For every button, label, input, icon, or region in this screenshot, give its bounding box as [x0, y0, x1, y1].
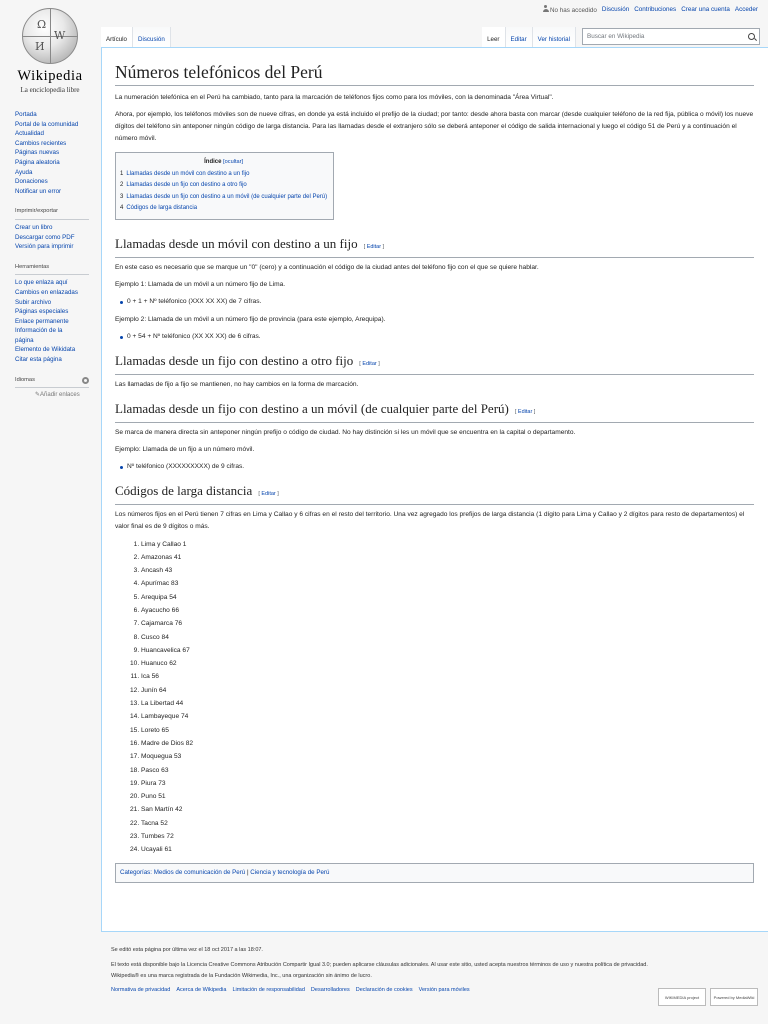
wikimedia-badge[interactable]: WIKIMEDIA project [658, 988, 706, 1006]
list-item: 13. La Libertad 44 [141, 697, 754, 710]
section-heading: Llamadas desde un móvil con destino a un fijo [ Editar ] [115, 236, 754, 258]
list-item: 0 + 54 + Nº teléfonico (XX XX XX) de 6 cifras. [127, 331, 754, 343]
footer-badges [658, 988, 758, 1006]
list-item: 8. Cusco 84 [141, 631, 754, 644]
portal-heading-languages: Idiomas [15, 376, 89, 389]
sidebar-nav [15, 110, 100, 196]
list-item: 11. Ica 56 [141, 670, 754, 683]
add-links-link[interactable]: ✎Añadir enlaces [35, 392, 80, 399]
category-link[interactable]: Medios de comunicación de Perú [153, 868, 246, 876]
paragraph: Los números fijos en el Perú tienen 7 cifras en Lima y Callao y 6 cifras en el resto del territorio. Una vez agregado los prefijos de larga distancia (1 dígito para Lima y Callao y 2 dígitos para resto de departamentos) el valor final es de 9 dígitos o más. [115, 510, 745, 530]
edit-section-link[interactable]: [ Editar ] [359, 360, 380, 367]
edit-section-link[interactable]: [ Editar ] [258, 490, 279, 497]
sidebar-item[interactable]: Donaciones [15, 178, 48, 186]
sidebar-item[interactable]: Ayuda [15, 168, 33, 176]
intro-paragraph-1: La numeración telefónica en el Perú ha cambiado, tanto para la marcación de teléfonos fijos como para los móviles, con la denominada "Área Virtual". [115, 94, 554, 101]
bullet-list [115, 296, 754, 308]
sidebar-item[interactable]: Enlace permanente [15, 317, 69, 325]
sidebar-item[interactable]: Información de la página [15, 327, 63, 344]
last-edit-info: Se editó esta página por última vez el 18 oct 2017 a las 18:07. [111, 947, 263, 953]
namespace-tabs [101, 27, 171, 47]
sidebar-item[interactable]: Versión para imprimir [15, 243, 74, 251]
footer-link[interactable]: Acerca de Wikipedia [176, 987, 227, 993]
list-item: 2. Amazonas 41 [141, 551, 754, 564]
page-title: Números telefónicos del Perú [115, 62, 754, 86]
toc-item[interactable]: 2 Llamadas desde un fijo con destino a otro fijo [120, 182, 247, 188]
category-link[interactable]: Ciencia y tecnología de Perú [250, 868, 330, 876]
list-item: 24. Ucayali 61 [141, 843, 754, 856]
tab-read[interactable]: Leer [482, 27, 505, 47]
toc-title: Índice [ocultar] [204, 159, 244, 165]
sidebar-item[interactable]: Portal de la comunidad [15, 120, 79, 128]
edit-section-link[interactable]: [ Editar ] [514, 408, 536, 415]
list-item: 14. Lambayeque 74 [141, 710, 754, 723]
list-item: Nº teléfonico (XXXXXXXXX) de 9 cifras. [127, 461, 754, 473]
sidebar-item[interactable]: Páginas especiales [15, 308, 69, 316]
list-item: 3. Ancash 43 [141, 564, 754, 577]
list-item: 23. Tumbes 72 [141, 830, 754, 843]
intro-paragraph-2: Ahora, por ejemplo, los teléfonos móviles son de nueve cifras, en donde ya está incluido el prefijo de la ciudad; por tanto: desde ahora basta con marcar (desde cualquier teléfono de la red fija, pública o móvil) los nueve dígitos del teléfono sin anteponer ningún código de larga distancia. Para las llamadas desde el extranjero sólo se deberá anteponer el código de salida internacional y luego el código 51 de Perú y a continuación el número móvil. [115, 111, 754, 142]
list-item: 7. Cajamarca 76 [141, 617, 754, 630]
search-input[interactable] [582, 28, 760, 45]
list-item: 16. Madre de Dios 82 [141, 737, 754, 750]
tagline: La enciclopedia libre [20, 86, 80, 94]
list-item: 19. Piura 73 [141, 777, 754, 790]
sidebar [0, 110, 100, 401]
sidebar-item[interactable]: Páginas nuevas [15, 149, 60, 157]
sidebar-item[interactable]: Notificar un error [15, 187, 62, 195]
footer-link[interactable]: Normativa de privacidad [111, 987, 171, 993]
section-heading: Llamadas desde un fijo con destino a un móvil (de cualquier parte del Perú) [ Editar ] [115, 401, 754, 423]
search-placeholder: Buscar en Wikipedia [587, 33, 645, 40]
list-item: 12. Junín 64 [141, 684, 754, 697]
paragraph: Ejemplo: Llamada de un fijo a un número móvil. [115, 445, 255, 453]
paragraph: En este caso es necesario que se marque un "0" (cero) y a continuación el código de la ciudad antes del teléfono fijo con el que se quiere hablar. [115, 263, 539, 271]
section-heading: Códigos de larga distancia [ Editar ] [115, 483, 754, 505]
license-info: El texto está disponible bajo la Licencia Creative Commons Atribución Compartir Igual 3.0; pueden aplicarse cláusulas adicionales. Al usar este sitio, usted acepta nuestros términos de uso y nuestra política de privacidad. [111, 962, 648, 968]
sidebar-item[interactable]: Elemento de Wikidata [15, 346, 76, 354]
list-item: 5. Arequipa 54 [141, 591, 754, 604]
section-heading: Llamadas desde un fijo con destino a otro fijo [ Editar ] [115, 353, 754, 375]
footer-link[interactable]: Limitación de responsabilidad [232, 987, 305, 993]
sidebar-item[interactable]: Citar esta página [15, 356, 62, 364]
toc-toggle[interactable]: [ocultar] [223, 159, 244, 165]
wikipedia-logo[interactable] [0, 0, 100, 100]
tab-history[interactable]: Ver historial [533, 27, 576, 47]
list-item: 18. Pasco 63 [141, 764, 754, 777]
sidebar-item[interactable]: Subir archivo [15, 298, 52, 306]
categories-label[interactable]: Categorías: [120, 868, 152, 876]
trademark-info: Wikipedia® es una marca registrada de la Fundación Wikimedia, Inc., una organización sin ánimo de lucro. [111, 973, 372, 979]
list-item: 1. Lima y Callao 1 [141, 538, 754, 551]
footer-link[interactable]: Declaración de cookies [355, 987, 413, 993]
tab-talk[interactable]: Discusión [133, 27, 171, 47]
sidebar-item[interactable]: Actualidad [15, 130, 44, 138]
personal-tools [543, 5, 758, 14]
sidebar-item[interactable]: Cambios recientes [15, 139, 67, 147]
sidebar-item[interactable]: Portada [15, 111, 37, 118]
content [101, 47, 768, 932]
sidebar-item[interactable]: Crear un libro [15, 223, 53, 231]
sidebar-item[interactable]: Cambios en enlazadas [15, 288, 78, 296]
list-item: 10. Huanuco 62 [141, 657, 754, 670]
toc-item[interactable]: 3 Llamadas desde un fijo con destino a un móvil (de cualquier parte del Perú) [120, 193, 328, 200]
tab-edit[interactable]: Editar [506, 27, 533, 47]
sidebar-item[interactable]: Lo que enlaza aquí [15, 279, 68, 287]
toc-item[interactable]: 4 Códigos de larga distancia [120, 205, 198, 211]
list-item: 22. Tacna 52 [141, 817, 754, 830]
toc-item[interactable]: 1 Llamadas desde un móvil con destino a un fijo [120, 170, 250, 177]
bullet-list [115, 331, 754, 343]
footer-link[interactable]: Versión para móviles [418, 987, 470, 993]
paragraph: Se marca de manera directa sin anteponer ningún prefijo o código de ciudad. No hay distinción si les un móvil que se encuentra en la capital o departamento. [115, 428, 576, 436]
list-item: 21. San Martín 42 [141, 803, 754, 816]
list-item: 6. Ayacucho 66 [141, 604, 754, 617]
list-item: 4. Apurímac 83 [141, 577, 754, 590]
create-account-link[interactable]: Crear una cuenta [681, 6, 730, 13]
globe-icon: Ω W И [22, 8, 78, 64]
view-tabs [482, 27, 760, 47]
sidebar-item[interactable]: Página aleatoria [15, 158, 60, 166]
gear-icon[interactable] [82, 377, 89, 384]
footer-link[interactable]: Desarrolladores [310, 987, 350, 993]
list-item: 0 + 1 + Nº teléfonico (XXX XX XX) de 7 cifras. [127, 296, 754, 308]
table-of-contents [115, 152, 334, 220]
portal-heading-print: Imprimir/exportar [15, 207, 89, 220]
portal-heading-tools: Herramientas [15, 263, 89, 276]
edit-section-link[interactable]: [ Editar ] [363, 243, 385, 250]
paragraph: Ejemplo 1: Llamada de un móvil a un número fijo de Lima. [115, 280, 286, 288]
login-link[interactable]: Acceder [734, 6, 758, 13]
tab-article[interactable]: Artículo [101, 27, 133, 47]
search-icon[interactable] [748, 33, 755, 40]
list-item: 20. Puno 51 [141, 790, 754, 803]
mediawiki-badge[interactable]: Powered by MediaWiki [710, 988, 758, 1006]
category-links: Categorías: Medios de comunicación de Perú | Ciencia y tecnología de Perú [115, 863, 754, 883]
not-logged-in: No has accedido [543, 5, 597, 14]
user-icon [543, 5, 549, 12]
paragraph: Ejemplo 2: Llamada de un móvil a un número fijo de provincia (para este ejemplo, Arequipa). [115, 315, 386, 323]
area-codes-list [115, 538, 754, 857]
contributions-link[interactable]: Contribuciones [634, 6, 677, 13]
bullet-list [115, 461, 754, 473]
wordmark: Wikipedia [17, 68, 83, 84]
talk-link[interactable]: Discusión [601, 6, 630, 13]
list-item: 15. Loreto 65 [141, 724, 754, 737]
list-item: 17. Moquegua 53 [141, 750, 754, 763]
sidebar-item[interactable]: Descargar como PDF [15, 233, 75, 241]
list-item: 9. Huancavelica 67 [141, 644, 754, 657]
paragraph: Las llamadas de fijo a fijo se mantienen, no hay cambios en la forma de marcación. [115, 380, 359, 388]
